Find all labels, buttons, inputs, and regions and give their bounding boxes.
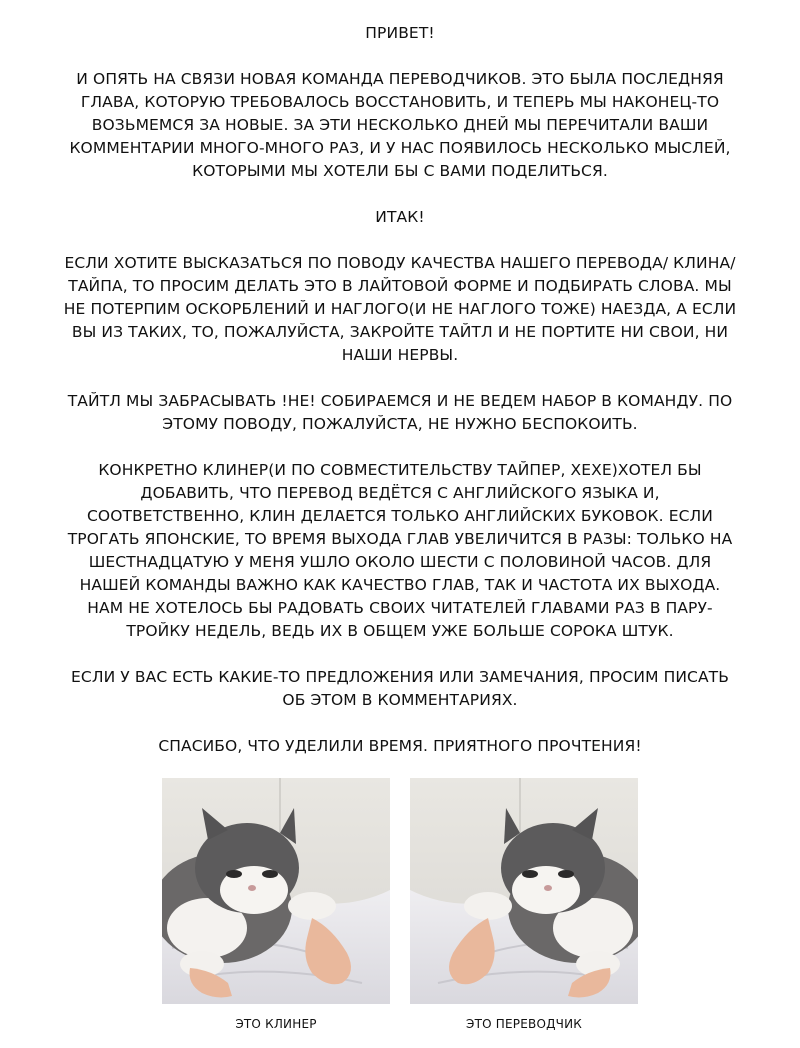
cat-with-hands-photo [162, 778, 390, 1004]
title-status-paragraph: ТАЙТЛ МЫ ЗАБРАСЫВАТЬ !НЕ! СОБИРАЕМСЯ И НЕ ВЕДЕМ НАБОР В КОМАНДУ. ПО ЭТОМУ ПОВОДУ, ПОЖАЛУЙСТА, НЕ НУЖНО БЕСПОКОИТЬ. [67, 392, 733, 433]
thanks-paragraph: СПАСИБО, ЧТО УДЕЛИЛИ ВРЕМЯ. ПРИЯТНОГО ПРОЧТЕНИЯ! [158, 737, 642, 755]
cleaner-paragraph: КОНКРЕТНО КЛИНЕР(И ПО СОВМЕСТИТЕЛЬСТВУ ТАЙПЕР, ХЕХЕ)ХОТЕЛ БЫ ДОБАВИТЬ, ЧТО ПЕРЕВОД ВЕДЁТСЯ С АНГЛИЙСКОГО ЯЗЫКА И, СООТВЕТСТВЕННО, КЛИН ДЕЛАЕТСЯ ТОЛЬКО АНГЛИЙСКИХ БУКОВОК. ЕСЛИ ТРОГАТЬ ЯПОНСКИЕ, ТО ВРЕМЯ ВЫХОДА ГЛАВ УВЕЛИЧИТСЯ В РАЗЫ: ТОЛЬКО НА ШЕСТНАДЦАТУЮ У МЕНЯ УШЛО ОКОЛО ШЕСТИ С ПОЛОВИНОЙ ЧАСОВ. ДЛЯ НАШЕЙ КОМАНДЫ ВАЖНО КАК КАЧЕСТВО ГЛАВ, ТАК И ЧАСТОТА ИХ ВЫХОДА. НАМ НЕ ХОТЕЛОСЬ БЫ РАДОВАТЬ СВОИХ ЧИТАТЕЛЕЙ ГЛАВАМИ РАЗ В ПАРУ-ТРОЙКУ НЕДЕЛЬ, ВЕДЬ ИХ В ОБЩЕМ УЖЕ БОЛЬШЕ СОРОКА ШТУК. [67, 461, 733, 640]
itak-heading: ИТАК! [375, 208, 425, 226]
cat-with-hands-photo-mirrored [410, 778, 638, 1004]
note-text [60, 22, 740, 781]
greeting: ПРИВЕТ! [365, 24, 435, 42]
translator-caption: ЭТО ПЕРЕВОДЧИК [466, 1017, 582, 1031]
suggestions-paragraph: ЕСЛИ У ВАС ЕСТЬ КАКИЕ-ТО ПРЕДЛОЖЕНИЯ ИЛИ ЗАМЕЧАНИЯ, ПРОСИМ ПИСАТЬ ОБ ЭТОМ В КОММЕНТАРИЯХ. [71, 668, 729, 709]
intro-paragraph: И ОПЯТЬ НА СВЯЗИ НОВАЯ КОМАНДА ПЕРЕВОДЧИКОВ. ЭТО БЫЛА ПОСЛЕДНЯЯ ГЛАВА, КОТОРУЮ ТРЕБОВАЛОСЬ ВОССТАНОВИТЬ, И ТЕПЕРЬ МЫ НАКОНЕЦ-ТО ВОЗЬМЕМСЯ ЗА НОВЫЕ. ЗА ЭТИ НЕСКОЛЬКО ДНЕЙ МЫ ПЕРЕЧИТАЛИ ВАШИ КОММЕНТАРИИ МНОГО-МНОГО РАЗ, И У НАС ПОЯВИЛОСЬ НЕСКОЛЬКО МЫСЛЕЙ, КОТОРЫМИ МЫ ХОТЕЛИ БЫ С ВАМИ ПОДЕЛИТЬСЯ. [69, 70, 731, 180]
cleaner-caption: ЭТО КЛИНЕР [235, 1017, 317, 1031]
feedback-paragraph: ЕСЛИ ХОТИТЕ ВЫСКАЗАТЬСЯ ПО ПОВОДУ КАЧЕСТВА НАШЕГО ПЕРЕВОДА/ КЛИНА/ТАЙПА, ТО ПРОСИМ ДЕЛАТЬ ЭТО В ЛАЙТОВОЙ ФОРМЕ И ПОДБИРАТЬ СЛОВА. МЫ НЕ ПОТЕРПИМ ОСКОРБЛЕНИЙ И НАГЛОГО(И НЕ НАГЛОГО ТОЖЕ) НАЕЗДА, А ЕСЛИ ВЫ ИЗ ТАКИХ, ТО, ПОЖАЛУЙСТА, ЗАКРОЙТЕ ТАЙТЛ И НЕ ПОРТИТЕ НИ СВОИ, НИ НАШИ НЕРВЫ. [63, 254, 737, 364]
